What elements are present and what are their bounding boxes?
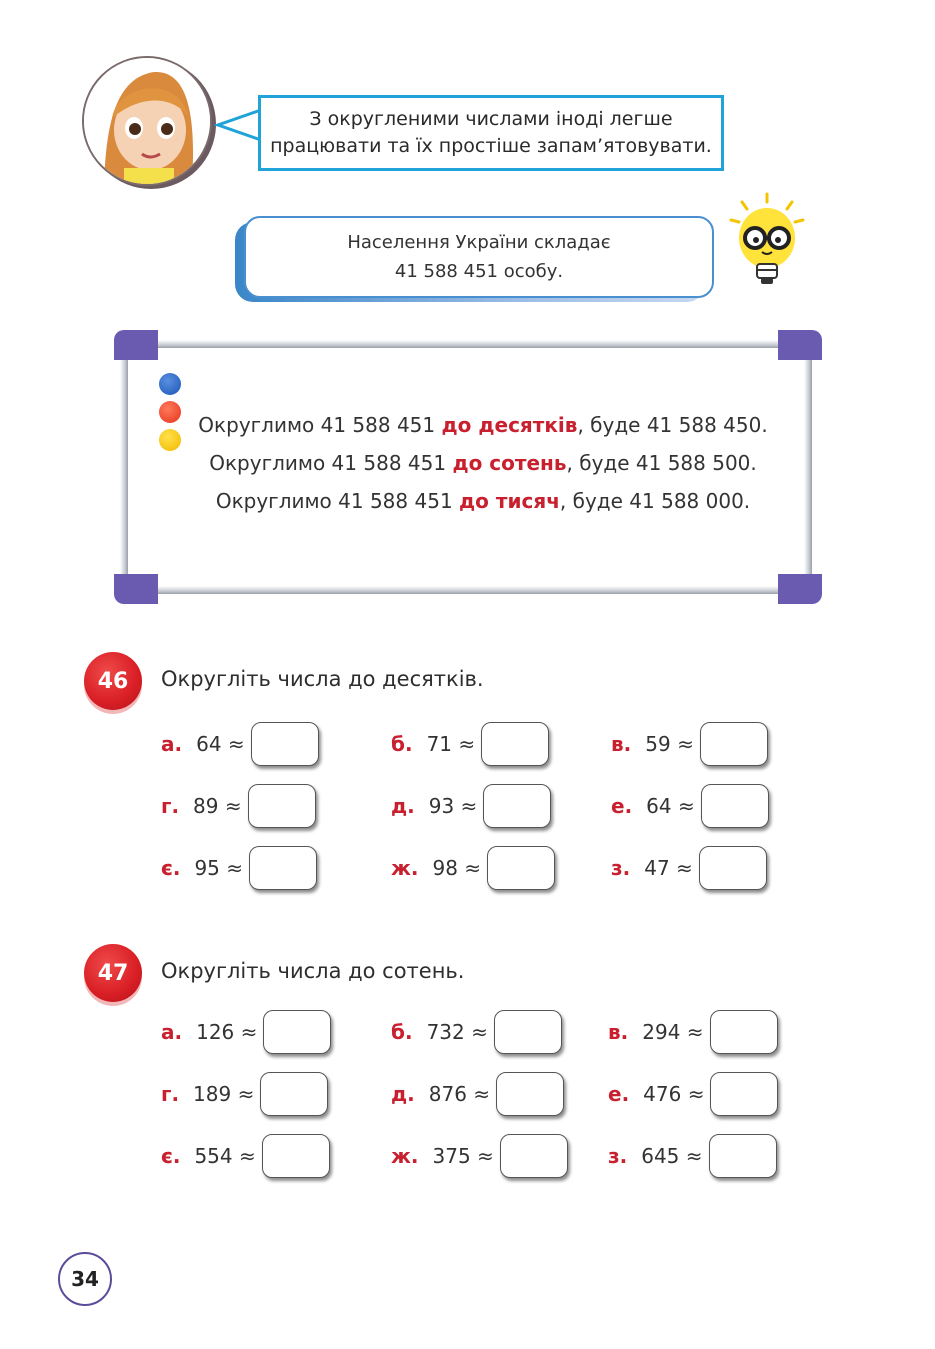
page-number: 34 [58,1252,112,1306]
task-47-badge: 47 [84,944,142,1002]
speech-bubble-tail [214,108,264,148]
answer-box[interactable] [710,1010,778,1054]
info-line-2: 41 588 451 особу. [394,261,564,282]
speech-line-2: працювати та їх простіше запам’ятовувати. [270,135,712,157]
task-46-item-g: г. 89 ≈ [161,782,316,830]
answer-box[interactable] [500,1134,568,1178]
task-47-item-v: в. 294 ≈ [608,1008,778,1056]
answer-box[interactable] [699,846,767,890]
board-line-3: Округлимо 41 588 451 до тисяч, буде 41 588 000. [215,489,751,513]
answer-box[interactable] [496,1072,564,1116]
answer-box[interactable] [494,1010,562,1054]
answer-box[interactable] [262,1134,330,1178]
task-46-item-b: б. 71 ≈ [391,720,549,768]
blue-dot [159,373,181,395]
task-46-item-z: з. 47 ≈ [611,844,767,892]
task-47-item-a: а. 126 ≈ [161,1008,331,1056]
task-46-badge: 46 [84,652,142,710]
answer-box[interactable] [701,784,769,828]
speech-line-1: З округленими числами іноді легше [309,108,673,130]
answer-box[interactable] [483,784,551,828]
task-46-item-e: е. 64 ≈ [611,782,769,830]
answer-box[interactable] [251,722,319,766]
answer-box[interactable] [710,1072,778,1116]
task-47-title: Округліть числа до сотень. [161,959,465,983]
task-46-item-v: в. 59 ≈ [611,720,768,768]
task-47-item-ye: є. 554 ≈ [161,1132,330,1180]
answer-box[interactable] [487,846,555,890]
answer-box[interactable] [700,722,768,766]
task-47-item-zh: ж. 375 ≈ [391,1132,568,1180]
board-line-1: Округлимо 41 588 451 до десятків, буде 41 588 450. [198,413,768,437]
whiteboard [118,336,818,598]
answer-box[interactable] [260,1072,328,1116]
task-47-item-b: б. 732 ≈ [391,1008,562,1056]
answer-box[interactable] [709,1134,777,1178]
answer-box[interactable] [481,722,549,766]
info-line-1: Населення України складає [347,232,611,253]
task-47-item-d: д. 876 ≈ [391,1070,564,1118]
task-46-item-a: а. 64 ≈ [161,720,319,768]
girl-avatar [82,56,212,186]
task-47-item-g: г. 189 ≈ [161,1070,328,1118]
answer-box[interactable] [249,846,317,890]
answer-box[interactable] [263,1010,331,1054]
board-line-2: Округлимо 41 588 451 до сотень, буде 41 588 500. [209,451,757,475]
task-46-item-zh: ж. 98 ≈ [391,844,555,892]
lightbulb-with-glasses-icon [728,192,806,290]
speech-bubble [258,95,724,171]
task-46-item-ye: є. 95 ≈ [161,844,317,892]
task-47-item-e: е. 476 ≈ [608,1070,778,1118]
task-46-title: Округліть числа до десятків. [161,667,484,691]
answer-box[interactable] [248,784,316,828]
info-card [244,216,714,298]
task-46-item-d: д. 93 ≈ [391,782,551,830]
task-47-item-z: з. 645 ≈ [608,1132,777,1180]
